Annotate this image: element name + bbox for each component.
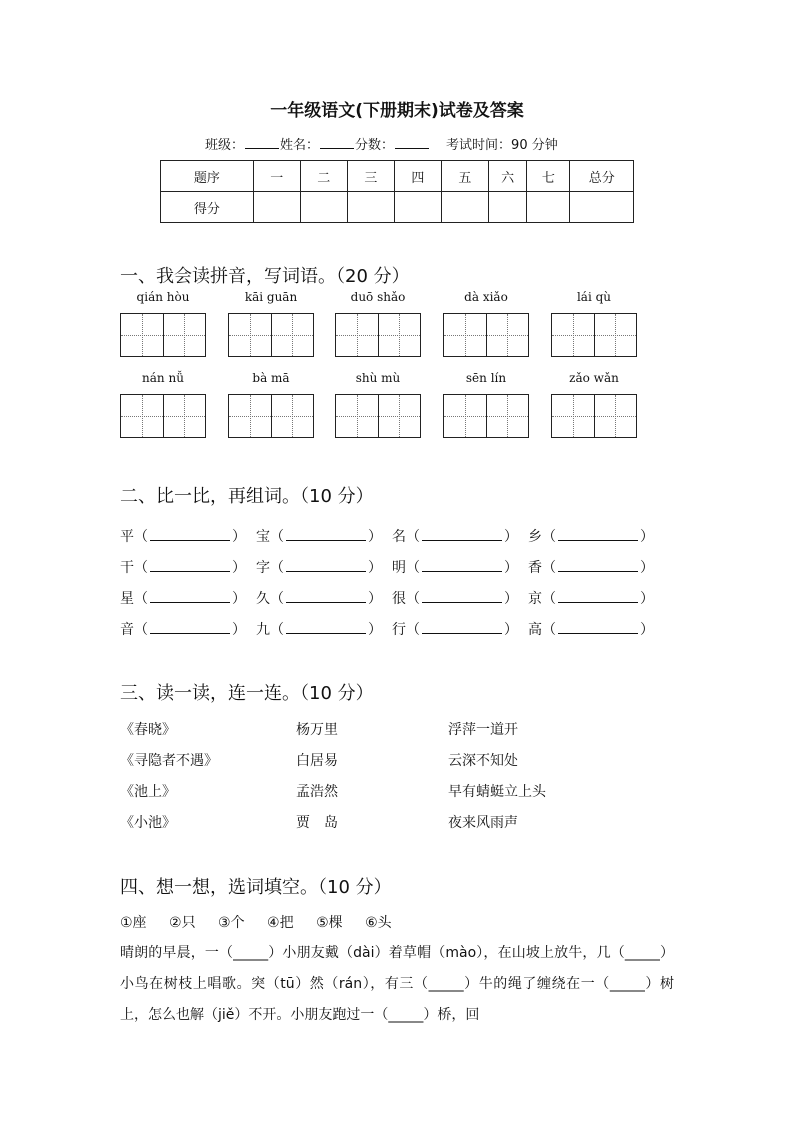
word-row: 星 （ ） 久 （ ） 很 （ ） 京 （ ）	[120, 588, 664, 608]
writing-grid[interactable]	[335, 313, 421, 357]
score-input-cell[interactable]	[488, 192, 526, 223]
character: 乡	[528, 529, 542, 545]
character: 星	[120, 591, 134, 607]
character: 香	[528, 560, 542, 576]
writing-grid[interactable]	[120, 394, 206, 438]
word-blank[interactable]	[422, 619, 502, 634]
fill-in-paragraph: 晴朗的早晨，一（_____）小朋友戴（dài）着草帽（mào），在山坡上放牛，几（_____）小鸟在树枝上唱歌。突（tū）然（rán），有三（_____）牛的绳了缠绕在一（_____）树上，怎么也解（jiě）不开。小朋友跑过一（_____）桥，回	[120, 945, 674, 1023]
writing-grid[interactable]	[228, 394, 314, 438]
writing-grid[interactable]	[551, 313, 637, 357]
exam-info	[205, 134, 558, 153]
score-input-cell[interactable]	[253, 192, 300, 223]
poet-name[interactable]: 杨万里	[296, 722, 338, 738]
word-blank[interactable]	[150, 526, 230, 541]
word-blank[interactable]	[286, 619, 366, 634]
writing-grid[interactable]	[551, 394, 637, 438]
character: 很	[392, 591, 406, 607]
character: 京	[528, 591, 542, 607]
table-cell: 二	[300, 161, 347, 192]
word-blank[interactable]	[150, 588, 230, 603]
poem-title[interactable]: 《池上》	[120, 784, 176, 800]
pinyin-label: kāi guān	[244, 290, 298, 304]
word-blank[interactable]	[286, 526, 366, 541]
page-title: 一年级语文(下册期末)试卷及答案	[270, 101, 524, 121]
word-blank[interactable]	[150, 557, 230, 572]
score-input-cell[interactable]	[570, 192, 634, 223]
poem-line[interactable]: 浮萍一道开	[448, 722, 518, 738]
score-blank[interactable]	[395, 136, 429, 149]
table-cell: 四	[394, 161, 441, 192]
table-cell: 三	[347, 161, 394, 192]
option-item: ③个	[218, 915, 245, 931]
poem-title[interactable]: 《寻隐者不遇》	[120, 753, 218, 769]
pinyin-label: duō shǎo	[350, 290, 406, 304]
pinyin-label: dà xiǎo	[464, 290, 508, 304]
word-blank[interactable]	[286, 557, 366, 572]
poem-title[interactable]: 《春晓》	[120, 722, 176, 738]
table-cell: 一	[253, 161, 300, 192]
score-table	[160, 160, 634, 223]
character: 平	[120, 529, 134, 545]
option-item: ①座	[120, 915, 147, 931]
pinyin-label: qián hòu	[136, 290, 190, 304]
table-cell: 题序	[161, 161, 254, 192]
class-blank[interactable]	[245, 136, 279, 149]
writing-grid[interactable]	[335, 394, 421, 438]
score-input-cell[interactable]	[394, 192, 441, 223]
character: 高	[528, 622, 542, 638]
table-cell: 总分	[570, 161, 634, 192]
poet-name[interactable]: 贾 岛	[296, 815, 338, 831]
name-label: 姓名：	[280, 138, 320, 153]
writing-grid[interactable]	[228, 313, 314, 357]
poet-name[interactable]: 孟浩然	[296, 784, 338, 800]
score-input-cell[interactable]	[347, 192, 394, 223]
poem-line[interactable]: 云深不知处	[448, 753, 518, 769]
pinyin-label: shù mù	[355, 371, 401, 385]
pinyin-label: lái qù	[576, 290, 612, 304]
word-blank[interactable]	[558, 557, 638, 572]
pinyin-label: bà mā	[252, 371, 290, 385]
word-row: 平 （ ） 宝 （ ） 名 （ ） 乡 （ ）	[120, 526, 664, 546]
class-label: 班级：	[205, 138, 245, 153]
poet-name[interactable]: 白居易	[296, 753, 338, 769]
character: 干	[120, 560, 134, 576]
word-blank[interactable]	[558, 619, 638, 634]
table-cell: 五	[441, 161, 488, 192]
score-table-score-row	[161, 192, 634, 223]
score-input-cell[interactable]	[527, 192, 570, 223]
score-table-header-row	[161, 161, 634, 192]
pinyin-label: zǎo wǎn	[569, 371, 619, 385]
character: 音	[120, 622, 134, 638]
word-blank[interactable]	[558, 526, 638, 541]
poem-title[interactable]: 《小池》	[120, 815, 176, 831]
option-item: ⑥头	[365, 915, 392, 931]
section-2-heading: 二、比一比，再组词。（10 分）	[120, 486, 374, 507]
poem-line[interactable]: 早有蜻蜓立上头	[448, 784, 546, 800]
table-cell: 六	[488, 161, 526, 192]
word-blank[interactable]	[422, 526, 502, 541]
option-item: ⑤棵	[316, 915, 343, 931]
exam-time: 考试时间：90 分钟	[446, 138, 558, 153]
word-blank[interactable]	[422, 588, 502, 603]
character: 行	[392, 622, 406, 638]
writing-grid[interactable]	[443, 394, 529, 438]
writing-grid[interactable]	[443, 313, 529, 357]
character: 名	[392, 529, 406, 545]
word-blank[interactable]	[286, 588, 366, 603]
score-input-cell[interactable]	[441, 192, 488, 223]
section-3-heading: 三、读一读，连一连。（10 分）	[120, 683, 374, 704]
section-4-heading: 四、想一想，选词填空。（10 分）	[120, 877, 392, 898]
name-blank[interactable]	[320, 136, 354, 149]
character: 久	[256, 591, 270, 607]
character: 九	[256, 622, 270, 638]
option-item: ②只	[169, 915, 196, 931]
score-label: 分数：	[355, 138, 395, 153]
poem-line[interactable]: 夜来风雨声	[448, 815, 518, 831]
word-row: 干 （ ） 字 （ ） 明 （ ） 香 （ ）	[120, 557, 664, 577]
score-input-cell[interactable]	[300, 192, 347, 223]
word-row: 音 （ ） 九 （ ） 行 （ ） 高 （ ）	[120, 619, 664, 639]
character: 字	[256, 560, 270, 576]
table-cell: 七	[527, 161, 570, 192]
option-item: ④把	[267, 915, 294, 931]
word-blank[interactable]	[558, 588, 638, 603]
table-cell: 得分	[161, 192, 254, 223]
word-options	[120, 912, 410, 932]
pinyin-label: nán nǚ	[142, 371, 184, 385]
section-1-heading: 一、我会读拼音，写词语。（20 分）	[120, 266, 410, 287]
character: 宝	[256, 529, 270, 545]
word-blank[interactable]	[422, 557, 502, 572]
word-blank[interactable]	[150, 619, 230, 634]
writing-grid[interactable]	[120, 313, 206, 357]
pinyin-label: sēn lín	[465, 371, 507, 385]
character: 明	[392, 560, 406, 576]
